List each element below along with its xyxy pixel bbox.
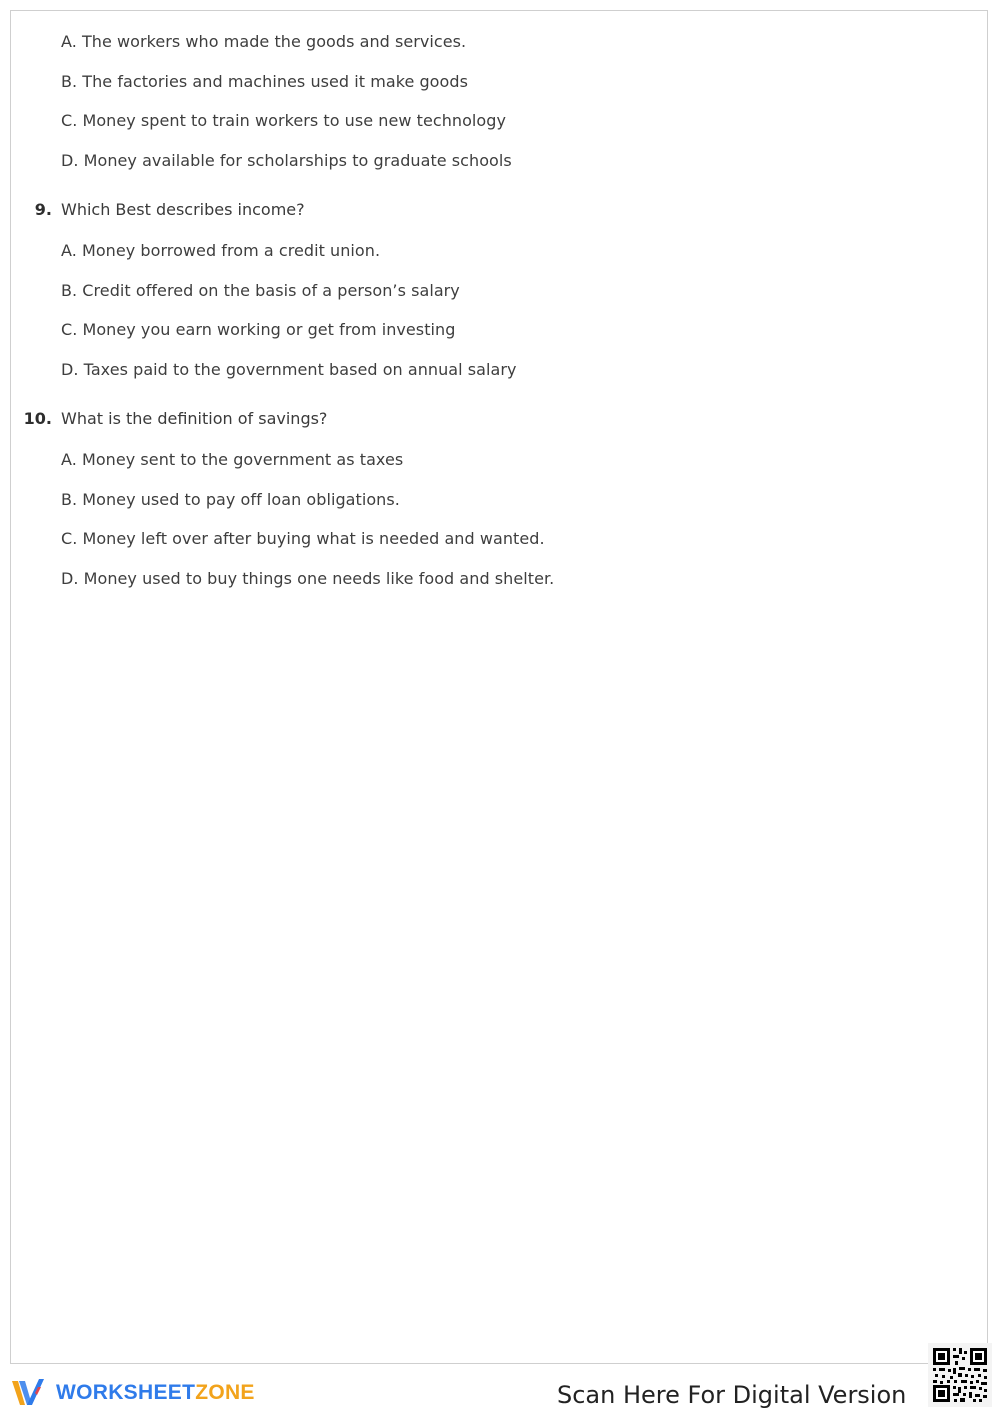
q9-option-a: A. Money borrowed from a credit union. — [61, 241, 381, 260]
logo-text-zone: ZONE — [195, 1381, 255, 1404]
q9-number: 9. — [34, 200, 52, 219]
logo-text-worksheet: WORKSHEET — [56, 1381, 196, 1404]
q9-text: Which Best describes income? — [61, 200, 305, 219]
q8-option-b: B. The factories and machines used it make goods — [61, 72, 468, 91]
q9-option-c: C. Money you earn working or get from investing — [61, 320, 456, 339]
q10-option-c: C. Money left over after buying what is needed and wanted. — [61, 529, 545, 548]
q10-text: What is the definition of savings? — [61, 409, 328, 428]
q9-option-b: B. Credit offered on the basis of a person’s salary — [61, 281, 460, 300]
q8-option-c: C. Money spent to train workers to use new technology — [61, 111, 506, 130]
qr-code-icon[interactable] — [928, 1343, 992, 1407]
logo-w-icon — [10, 1377, 50, 1409]
q10-option-b: B. Money used to pay off loan obligations. — [61, 490, 400, 509]
q8-option-a: A. The workers who made the goods and services. — [61, 32, 467, 51]
q10-option-a: A. Money sent to the government as taxes — [61, 450, 404, 469]
scan-here-text: Scan Here For Digital Version — [557, 1381, 907, 1409]
q9-option-d: D. Taxes paid to the government based on annual salary — [61, 360, 517, 379]
q8-option-d: D. Money available for scholarships to graduate schools — [61, 151, 512, 170]
q10-number: 10. — [23, 409, 52, 428]
worksheetzone-logo — [10, 1376, 255, 1410]
q10-option-d: D. Money used to buy things one needs like food and shelter. — [61, 569, 555, 588]
